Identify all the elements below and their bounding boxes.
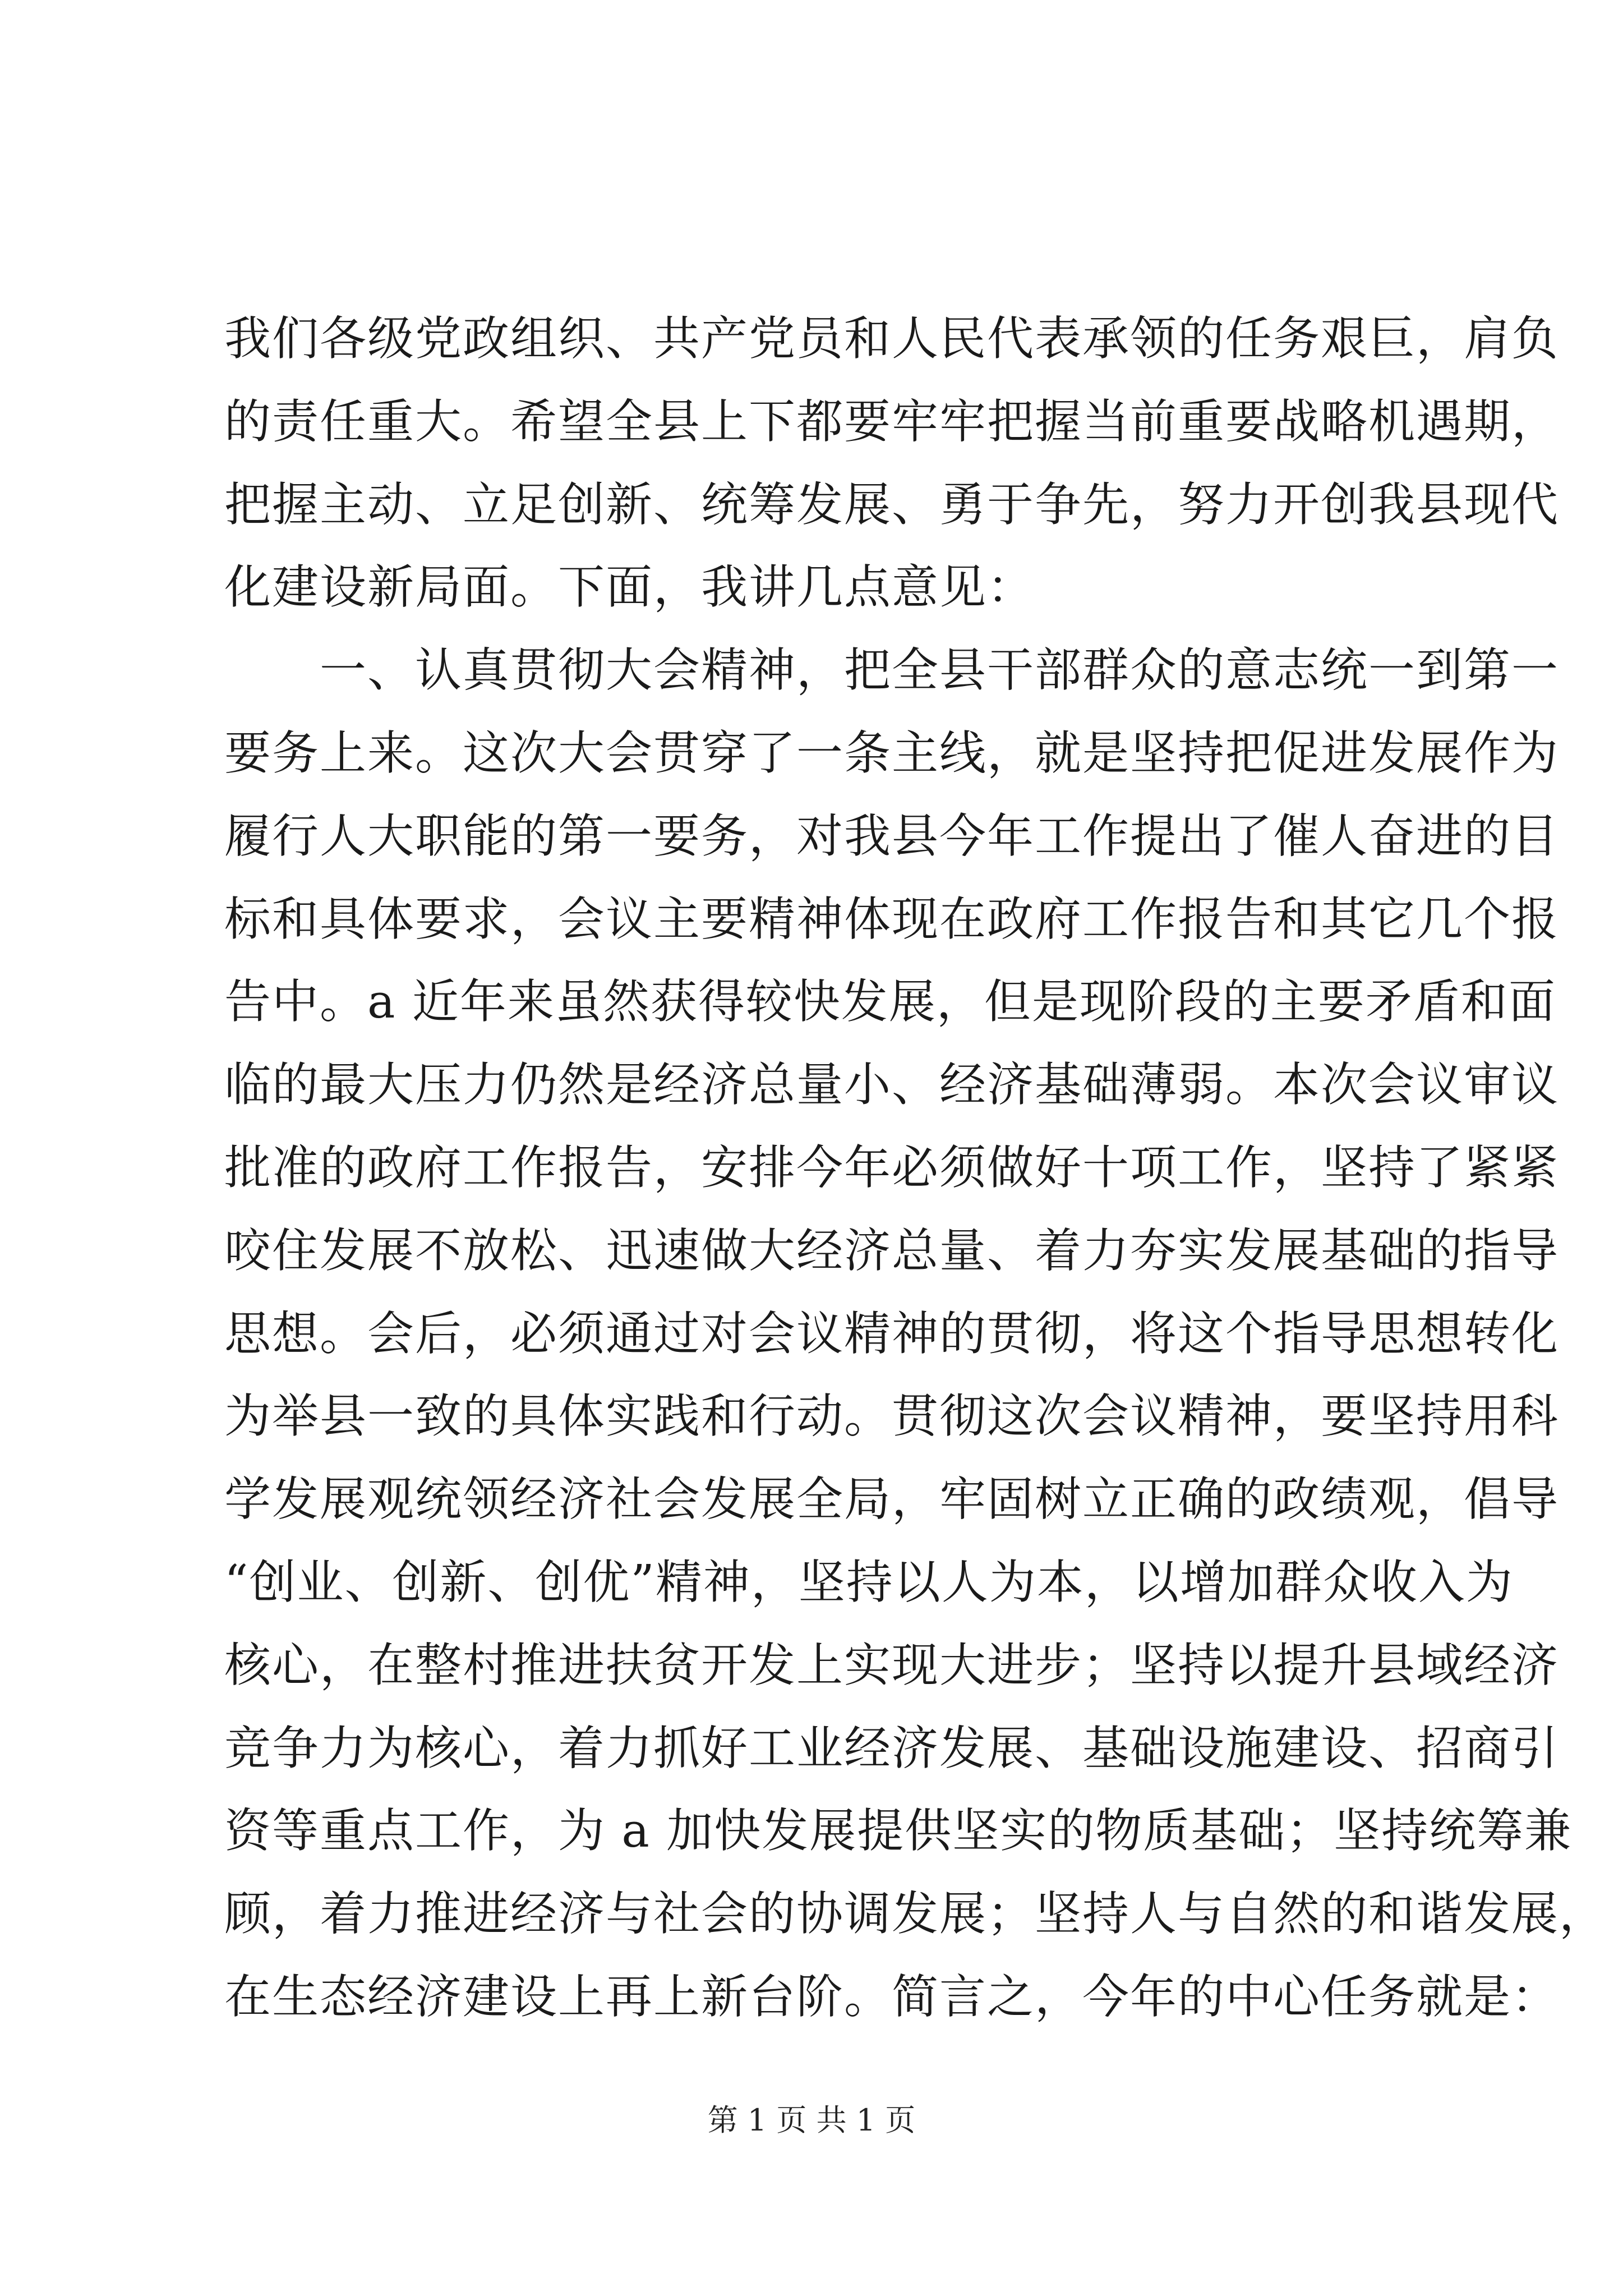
text-line: 把握主动、立足创新、统筹发展、勇于争先，努力开创我县现代 (224, 477, 1559, 532)
text-line: 顾，着力推进经济与社会的协调发展；坚持人与自然的和谐发展， (224, 1887, 1607, 1941)
text-line: 思想。会后，必须通过对会议精神的贯彻，将这个指导思想转化 (224, 1306, 1559, 1361)
page-number-footer: 第 1 页 共 1 页 (707, 2102, 916, 2138)
text-line: 资等重点工作，为 a 加快发展提供坚实的物质基础；坚持统筹兼 (224, 1803, 1573, 1858)
section-heading-line: 一、认真贯彻大会精神，把全县干部群众的意志统一到第一 (320, 643, 1559, 698)
body-text (224, 297, 1607, 2039)
text-line: 临的最大压力仍然是经济总量小、经济基础薄弱。本次会议审议 (224, 1057, 1559, 1112)
text-line: “创业、创新、创优”精神，坚持以人为本，以增加群众收入为 (224, 1554, 1514, 1609)
text-line: 学发展观统领经济社会发展全局，牢固树立正确的政绩观，倡导 (224, 1472, 1559, 1527)
text-line: 批准的政府工作报告，安排今年必须做好十项工作，坚持了紧紧 (224, 1140, 1559, 1195)
text-line: 标和具体要求，会议主要精神体现在政府工作报告和其它几个报 (224, 891, 1559, 946)
text-line: 履行人大职能的第一要务，对我县今年工作提出了催人奋进的目 (224, 808, 1559, 863)
text-line: 化建设新局面。下面，我讲几点意见： (224, 560, 1035, 615)
text-line: 告中。a 近年来虽然获得较快发展，但是现阶段的主要矛盾和面 (224, 974, 1556, 1029)
text-line: 核心，在整村推进扶贫开发上实现大进步；坚持以提升县域经济 (224, 1637, 1559, 1692)
text-line: 的责任重大。希望全县上下都要牢牢把握当前重要战略机遇期， (224, 394, 1559, 449)
text-line: 我们各级党政组织、共产党员和人民代表承领的任务艰巨，肩负 (224, 311, 1559, 366)
text-line: 为举县一致的具体实践和行动。贯彻这次会议精神，要坚持用科 (224, 1389, 1559, 1444)
text-line: 咬住发展不放松、迅速做大经济总量、着力夯实发展基础的指导 (224, 1223, 1559, 1278)
text-line: 竞争力为核心，着力抓好工业经济发展、基础设施建设、招商引 (224, 1720, 1559, 1775)
text-line: 要务上来。这次大会贯穿了一条主线，就是坚持把促进发展作为 (224, 725, 1559, 780)
text-line: 在生态经济建设上再上新台阶。简言之，今年的中心任务就是： (224, 1969, 1559, 2024)
